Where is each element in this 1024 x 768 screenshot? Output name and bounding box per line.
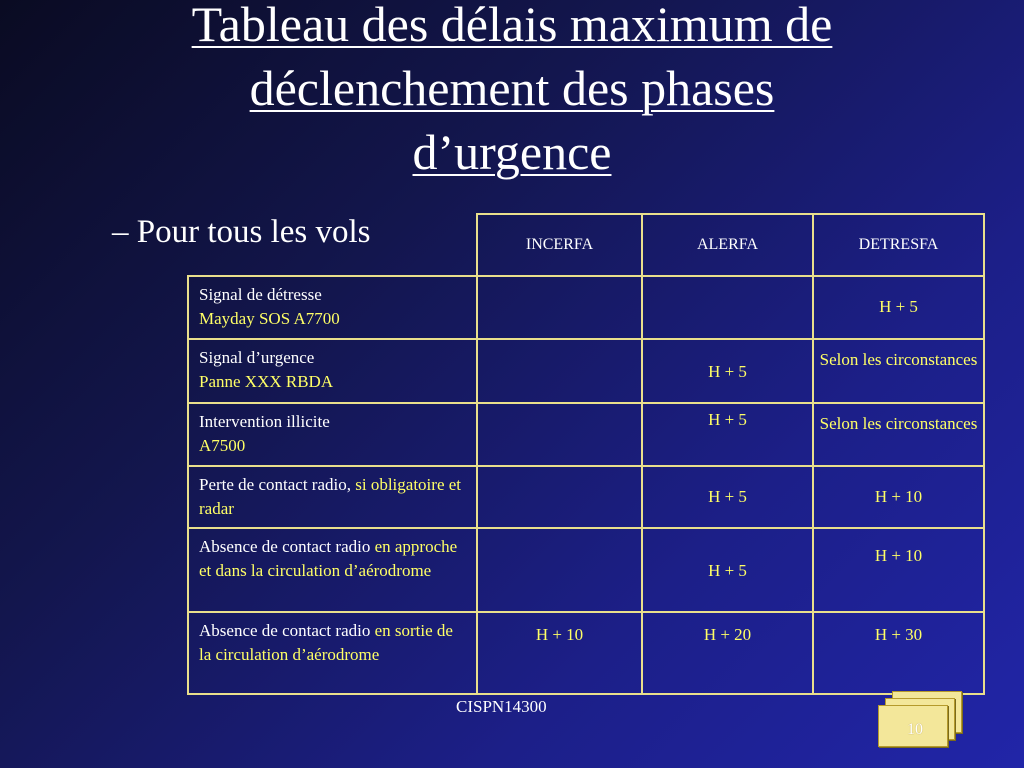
table-row	[188, 403, 984, 466]
table-row	[188, 612, 984, 694]
header-detresfa: DETRESFA	[813, 214, 984, 276]
page-number: 10	[907, 721, 923, 738]
table-row	[188, 528, 984, 612]
row-label-main: Absence de contact radio	[199, 537, 375, 556]
cell-alerfa	[642, 276, 813, 339]
row-label-main: Intervention illicite	[199, 412, 330, 431]
row-label	[188, 276, 477, 339]
row-label	[188, 528, 477, 612]
row-label-detail: Mayday SOS A7700	[199, 309, 340, 328]
cell-detresfa: H + 10	[813, 528, 984, 612]
row-label-detail: si obligatoire et radar	[199, 475, 462, 518]
table-header	[476, 213, 985, 277]
page-number-badge	[878, 691, 968, 746]
cell-alerfa: H + 5	[642, 403, 813, 466]
title-line-2: déclenchement des phases	[249, 60, 775, 116]
table-row	[188, 276, 984, 339]
cell-incerfa	[477, 466, 642, 528]
cell-alerfa: H + 5	[642, 528, 813, 612]
title-line-3: d’urgence	[412, 124, 612, 180]
cell-incerfa	[477, 339, 642, 403]
header-row	[477, 214, 984, 276]
row-label-detail: Panne XXX RBDA	[199, 372, 334, 391]
cell-alerfa: H + 20	[642, 612, 813, 694]
title-line-1: Tableau des délais maximum de	[191, 0, 833, 52]
row-label-main: Perte de contact radio,	[199, 475, 356, 494]
row-label	[188, 466, 477, 528]
header-alerfa: ALERFA	[642, 214, 813, 276]
cell-detresfa: Selon les circonstances	[813, 339, 984, 403]
cell-detresfa: H + 5	[813, 276, 984, 339]
cell-detresfa: H + 10	[813, 466, 984, 528]
footer-text: CISPN14300	[456, 697, 547, 716]
row-label	[188, 339, 477, 403]
row-label-detail: en sortie de la circulation d’aérodrome	[199, 621, 453, 664]
row-label	[188, 612, 477, 694]
row-label-main: Absence de contact radio	[199, 621, 375, 640]
row-label-main: Signal de détresse	[199, 285, 322, 304]
cell-detresfa: Selon les circonstances	[813, 403, 984, 466]
row-label-detail: A7500	[199, 436, 246, 455]
page-stack-front	[878, 705, 948, 747]
slide-title	[60, 0, 964, 184]
cell-incerfa	[477, 528, 642, 612]
row-label-main: Signal d’urgence	[199, 348, 315, 367]
row-label	[188, 403, 477, 466]
cell-detresfa: H + 30	[813, 612, 984, 694]
delay-table	[187, 275, 985, 695]
cell-incerfa: H + 10	[477, 612, 642, 694]
cell-incerfa	[477, 403, 642, 466]
cell-alerfa: H + 5	[642, 466, 813, 528]
row-label-detail: en approche et dans la circulation d’aérodrome	[199, 537, 458, 580]
header-incerfa: INCERFA	[477, 214, 642, 276]
cell-alerfa: H + 5	[642, 339, 813, 403]
table-row	[188, 466, 984, 528]
subtitle: – Pour tous les vols	[112, 214, 371, 250]
table-row	[188, 339, 984, 403]
cell-incerfa	[477, 276, 642, 339]
